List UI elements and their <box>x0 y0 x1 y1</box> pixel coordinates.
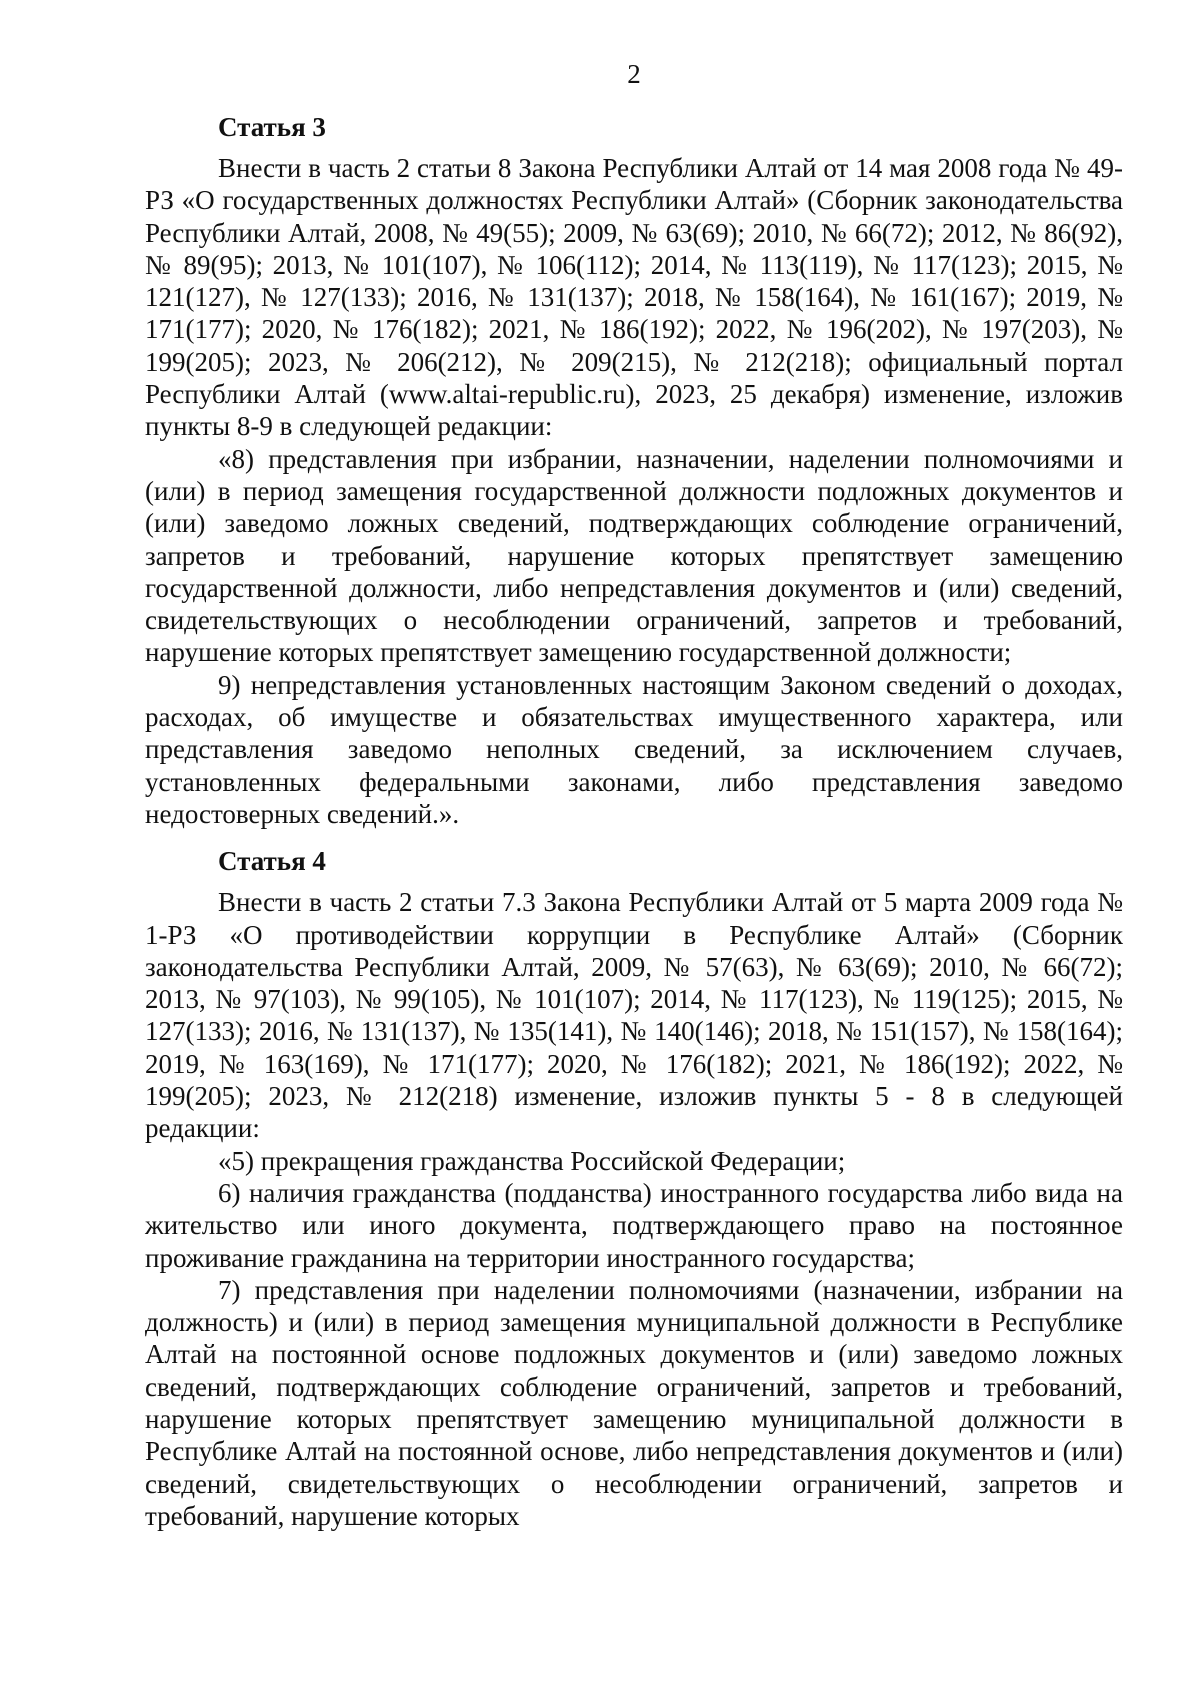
article-paragraph: Внести в часть 2 статьи 7.3 Закона Республики Алтай от 5 марта 2009 года № 1-РЗ «О противодействии коррупции в Республике Алтай» (Сборник законодательства Республики Алтай, 2009, № 57(63), № 63(69); 2010, № 66(72); 2013, № 97(103), № 99(105), № 101(107); 2014, № 117(123), № 119(125); 2015, № 127(133); 2016, № 131(137), № 135(141), № 140(146); 2018, № 151(157), № 158(164); 2019, № 163(169), № 171(177); 2020, № 176(182); 2021, № 186(192); 2022, № 199(205); 2023, № 212(218) изменение, изложив пункты 5 - 8 в следующей редакции: <box>145 887 1123 1144</box>
article-paragraph: 7) представления при наделении полномочиями (назначении, избрании на должность) и (или) в период замещения муниципальной должности в Республике Алтай на постоянной основе подложных документов и (или) заведомо ложных сведений, подтверждающих соблюдение ограничений, запретов и требований, нарушение которых препятствует замещению муниципальной должности в Республике Алтай на постоянной основе, либо непредставления документов и (или) сведений, свидетельствующих о несоблюдении ограничений, запретов и требований, нарушение которых <box>145 1274 1123 1531</box>
article-heading: Статья 4 <box>218 846 326 877</box>
article-4 <box>145 844 1123 1532</box>
page-number: 2 <box>627 59 641 89</box>
article-paragraph: «8) представления при избрании, назначении, наделении полномочиями и (или) в период замещения государственной должности подложных документов и (или) заведомо ложных сведений, подтверждающих соблюдение ограничений, запретов и требований, нарушение которых препятствует замещению государственной должности, либо непредставления документов и (или) сведений, свидетельствующих о несоблюдении ограничений, запретов и требований, нарушение которых препятствует замещению государственной должности; <box>145 443 1123 668</box>
document-page <box>145 58 1123 1532</box>
article-paragraph: 6) наличия гражданства (подданства) иностранного государства либо вида на жительство или иного документа, подтверждающего право на постоянное проживание гражданина на территории иностранного государства; <box>145 1177 1123 1273</box>
article-heading: Статья 3 <box>218 112 326 142</box>
section-spacer <box>145 830 1123 844</box>
article-paragraph: 9) непредставления установленных настоящим Законом сведений о доходах, расходах, об имуществе и обязательствах имущественного характера, или представления заведомо неполных сведений, за исключением случаев, установленных федеральными законами, либо представления заведомо недостоверных сведений.». <box>145 669 1123 829</box>
article-paragraph: Внести в часть 2 статьи 8 Закона Республики Алтай от 14 мая 2008 года № 49-РЗ «О государственных должностях Республики Алтай» (Сборник законодательства Республики Алтай, 2008, № 49(55); 2009, № 63(69); 2010, № 66(72); 2012, № 86(92), № 89(95); 2013, № 101(107), № 106(112); 2014, № 113(119), № 117(123); 2015, № 121(127), № 127(133); 2016, № 131(137); 2018, № 158(164), № 161(167); 2019, № 171(177); 2020, № 176(182); 2021, № 186(192); 2022, № 196(202), № 197(203), № 199(205); 2023, № 206(212), № 209(215), № 212(218); официальный портал Республики Алтай (www.altai-republic.ru), 2023, 25 декабря) изменение, изложив пункты 8-9 в следующей редакции: <box>145 153 1123 442</box>
article-3 <box>145 110 1123 830</box>
article-paragraph: «5) прекращения гражданства Российской Федерации; <box>218 1145 846 1176</box>
